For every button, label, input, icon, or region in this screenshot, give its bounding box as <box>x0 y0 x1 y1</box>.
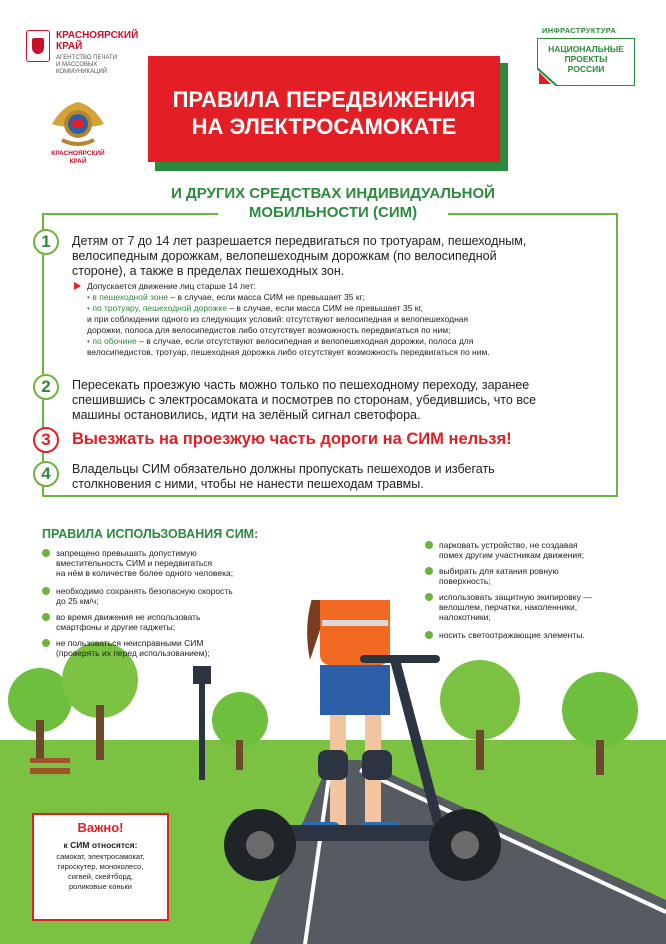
police-label-line1: КРАСНОЯРСКИЙ <box>51 150 105 157</box>
shorts <box>320 665 390 715</box>
rule-1-text <box>72 234 612 279</box>
over14-c-text: – в случае, если отсутствуют велосипедная и велопешеходная дорожки, полоса для <box>136 336 474 346</box>
rule-1-line3: стороне), а также в пределах пешеходных зон. <box>72 264 345 278</box>
rule-1-line1: Детям от 7 до 14 лет разрешается передвигаться по тротуарам, пешеходным, <box>72 234 527 248</box>
usage-rules-title: ПРАВИЛА ИСПОЛЬЗОВАНИЯ СИМ: <box>42 527 259 541</box>
subtitle-line1: И ДРУГИХ СРЕДСТВАХ ИНДИВИДУАЛЬНОЙ <box>171 185 495 202</box>
tree-4 <box>440 660 520 740</box>
list-item-line: не пользоваться неисправными СИМ <box>56 638 204 648</box>
list-item <box>425 592 640 630</box>
np-line2: ПРОЕКТЫ <box>564 54 608 64</box>
important-line2: гироскутер, моноколесо, <box>57 862 144 871</box>
list-item <box>425 566 640 592</box>
agency-line3: КОММУНИКАЦИЙ <box>56 69 108 75</box>
important-title: Важно! <box>77 820 124 835</box>
region-title-line1: КРАСНОЯРСКИЙ <box>56 30 139 41</box>
over14-c-line2: велосипедистов, тротуар, пешеходная дорожка либо отсутствует возможность передвигаться по ним. <box>87 347 490 357</box>
rule-4-number: 4 <box>33 461 59 487</box>
page-title <box>148 86 500 140</box>
knee-pad <box>318 750 348 780</box>
list-item-line: во время движения не использовать <box>56 612 201 622</box>
bench <box>30 768 70 774</box>
bullet-icon <box>42 613 50 621</box>
bullet-icon <box>425 593 433 601</box>
list-item-line: использовать защитную экипировку — <box>439 592 592 602</box>
usage-list-left <box>42 548 274 664</box>
list-item-line: носить светоотражающие элементы. <box>439 630 585 640</box>
list-item-line: на нём в количестве более одного человека; <box>56 568 234 578</box>
police-label-line2: КРАЙ <box>69 158 87 165</box>
over14-c-label: • по обочине <box>87 336 137 346</box>
list-item-line: до 25 км/ч; <box>56 596 99 606</box>
important-line4: роликовые коньки <box>69 882 132 891</box>
over14-b-text: – в случае, если масса СИМ не превышает 35 кг, <box>226 303 423 313</box>
red-arrow-icon <box>74 282 81 290</box>
police-region-label <box>44 150 112 166</box>
page-title-line2: НА ЭЛЕКТРОСАМОКАТЕ <box>191 114 457 139</box>
traffic-police-emblem-icon <box>48 98 108 150</box>
over14-c <box>87 336 612 347</box>
rule-2-line2: спешившись с электросамоката и посмотрев по сторонам, убедившись, что все <box>72 393 537 407</box>
rule-1-line2: велосипедным дорожкам, велопешеходным дорожкам (по велосипедной <box>72 249 497 263</box>
list-item-line: необходимо сохранять безопасную скорость <box>56 586 233 596</box>
page-title-line1: ПРАВИЛА ПЕРЕДВИЖЕНИЯ <box>172 87 476 112</box>
list-item <box>425 540 640 566</box>
important-line3: сигвей, скейтборд, <box>68 872 133 881</box>
infrastructure-label: ИНФРАСТРУКТУРА <box>542 26 617 35</box>
subtitle-line2: МОБИЛЬНОСТИ (СИМ) <box>248 204 418 221</box>
list-item-line: (проверять их перед использованием); <box>56 648 210 658</box>
np-line3: РОССИИ <box>567 64 605 74</box>
list-item-line: помех другим участникам движения; <box>439 550 585 560</box>
over14-a <box>87 292 612 303</box>
list-item-line: велошлем, перчатки, наколенники, <box>439 602 578 612</box>
bullet-icon <box>425 631 433 639</box>
rules-box-top-right <box>448 213 618 215</box>
handlebar <box>360 655 440 663</box>
agency-line1: АГЕНТСТВО ПЕЧАТИ <box>56 55 118 61</box>
usage-list-right <box>425 540 640 644</box>
rule-4-line1: Владельцы СИМ обязательно должны пропускать пешеходов и избегать <box>72 462 495 476</box>
tree-5 <box>562 672 638 748</box>
list-item-line: запрещено превышать допустимую <box>56 548 197 558</box>
street-lamp <box>199 670 205 780</box>
rule-1-number: 1 <box>33 229 59 255</box>
over14-b-line2: и при соблюдении одного из следующих условий: отсутствуют велосипедная и велопешеходная <box>87 314 469 324</box>
agency-line2: И МАССОВЫХ <box>56 62 98 68</box>
important-line1: самокат, электросамокат, <box>56 852 145 861</box>
important-heading: к СИМ относятся: <box>63 840 138 850</box>
over14-a-text: – в случае, если масса СИМ не превышает 35 кг; <box>168 292 366 302</box>
over14-b-line3: дорожки, полоса для велосипедистов либо отсутствует возможность передвигаться по ним; <box>87 325 451 335</box>
list-item <box>42 612 274 638</box>
important-list <box>36 852 165 892</box>
over14-block <box>87 281 612 358</box>
rule-4-text <box>72 462 612 492</box>
list-item-line: выбирать для катания ровную <box>439 566 559 576</box>
rule-2-line1: Пересекать проезжую часть можно только по пешеходному переходу, заранее <box>72 378 530 392</box>
rule-2-text <box>72 378 612 423</box>
rule-2-number: 2 <box>33 374 59 400</box>
national-projects-label <box>546 44 626 74</box>
list-item <box>42 586 274 612</box>
list-item <box>425 630 640 644</box>
region-title <box>56 30 166 52</box>
list-item-line: поверхность; <box>439 576 491 586</box>
list-item-line: парковать устройство, не создавая <box>439 540 578 550</box>
list-item <box>42 548 274 586</box>
region-title-line2: КРАЙ <box>56 41 83 52</box>
krasnoyarsk-crest-icon <box>26 30 50 62</box>
over14-b-label: • по тротуару, пешеходной дорожке <box>87 303 227 313</box>
bullet-icon <box>425 541 433 549</box>
list-item-line: налокотники; <box>439 612 491 622</box>
list-item <box>42 638 274 664</box>
list-item-line: вместительность СИМ и передвигаться <box>56 558 213 568</box>
over14-intro: Допускается движение лиц старше 14 лет: <box>87 281 256 291</box>
rule-2-line3: машины остановились, идти на зелёный сигнал светофора. <box>72 408 421 422</box>
rule-3-number: 3 <box>33 427 59 453</box>
bullet-icon <box>425 567 433 575</box>
tree-3 <box>212 692 268 748</box>
rule-4-line2: столкновения с ними, чтобы не нанести пешеходам травмы. <box>72 477 424 491</box>
rule-3-text: Выезжать на проезжую часть дороги на СИМ нельзя! <box>72 430 512 448</box>
rules-box-top-left <box>42 213 218 215</box>
list-item-line: смартфоны и другие гаджеты; <box>56 622 176 632</box>
bullet-icon <box>42 587 50 595</box>
bullet-icon <box>42 549 50 557</box>
over14-b <box>87 303 612 314</box>
agency-name <box>56 55 156 76</box>
np-line1: НАЦИОНАЛЬНЫЕ <box>548 44 624 54</box>
over14-a-label: • в пешеходной зоне <box>87 292 169 302</box>
bullet-icon <box>42 639 50 647</box>
